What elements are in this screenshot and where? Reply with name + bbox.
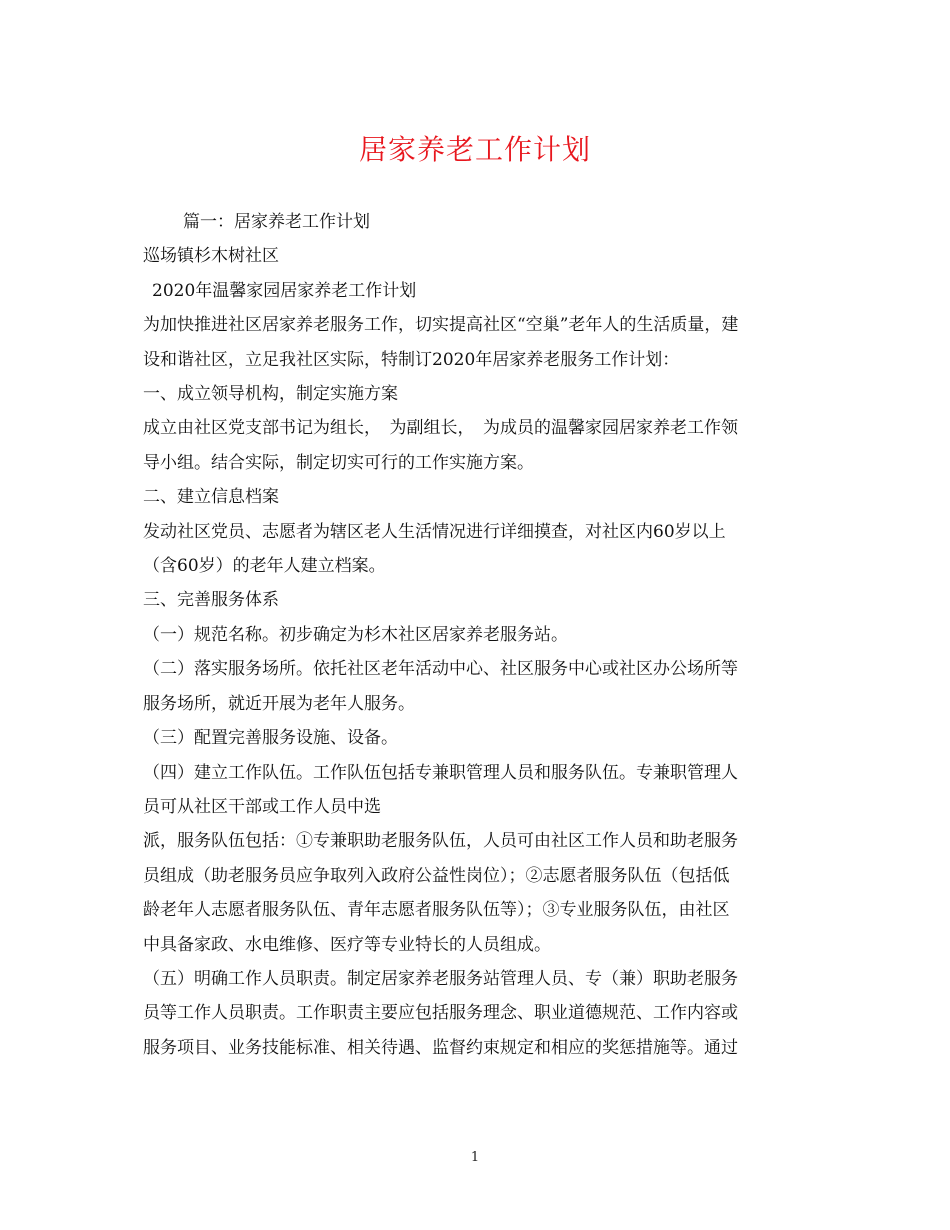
paragraph-line: 发动社区党员、志愿者为辖区老人生活情况进行详细摸查，对社区内60岁以上 xyxy=(143,521,726,542)
paragraph-line: 巡场镇杉木树社区 xyxy=(143,246,279,267)
paragraph-line: 员可从社区干部或工作人员中选 xyxy=(143,796,381,817)
paragraph-line: 员等工作人员职责。工作职责主要应包括服务理念、职业道德规范、工作内容或 xyxy=(143,1003,738,1024)
paragraph-line: （五）明确工作人员职责。制定居家养老服务站管理人员、专（兼）职助老服务 xyxy=(143,968,738,989)
paragraph-line: 员组成（助老服务员应争取列入政府公益性岗位）；②志愿者服务队伍（包括低 xyxy=(143,865,730,886)
paragraph-line: （一）规范名称。初步确定为杉木社区居家养老服务站。 xyxy=(143,624,568,645)
paragraph-line: 成立由社区党支部书记为组长， 为副组长， 为成员的温馨家园居家养老工作领 xyxy=(143,418,738,439)
page-number: 1 xyxy=(470,1150,480,1165)
section-heading: 一、成立领导机构，制定实施方案 xyxy=(143,384,398,405)
section-heading: 三、完善服务体系 xyxy=(143,590,279,611)
section-heading: 二、建立信息档案 xyxy=(143,487,279,508)
paragraph-line: （四）建立工作队伍。工作队伍包括专兼职管理人员和服务队伍。专兼职管理人 xyxy=(143,762,738,783)
section-heading: 篇一：居家养老工作计划 xyxy=(183,212,370,232)
paragraph-line: （三）配置完善服务设施、设备。 xyxy=(143,728,398,749)
paragraph-line: 导小组。结合实际，制定切实可行的工作实施方案。 xyxy=(143,452,534,473)
paragraph-line: 服务项目、业务技能标准、相关待遇、监督约束规定和相应的奖惩措施等。通过 xyxy=(143,1037,738,1058)
paragraph-line: 2020年温馨家园居家养老工作计划 xyxy=(152,280,417,301)
paragraph-line: （二）落实服务场所。依托社区老年活动中心、社区服务中心或社区办公场所等 xyxy=(143,659,738,680)
paragraph-line: 服务场所，就近开展为老年人服务。 xyxy=(143,693,415,714)
document-body xyxy=(143,205,803,1065)
paragraph-line: 设和谐社区，立足我社区实际，特制订2020年居家养老服务工作计划： xyxy=(143,349,680,370)
paragraph-line: 派，服务队伍包括：①专兼职助老服务队伍，人员可由社区工作人员和助老服务 xyxy=(143,831,738,852)
paragraph-line: 中具备家政、水电维修、医疗等专业特长的人员组成。 xyxy=(143,934,551,955)
paragraph-line: 为加快推进社区居家养老服务工作，切实提高社区“空巢”老年人的生活质量，建 xyxy=(143,315,739,336)
paragraph-line: （含60岁）的老年人建立档案。 xyxy=(143,556,386,577)
paragraph-line: 龄老年人志愿者服务队伍、青年志愿者服务队伍等）；③专业服务队伍，由社区 xyxy=(143,900,730,921)
document-title: 居家养老工作计划 xyxy=(358,133,591,166)
